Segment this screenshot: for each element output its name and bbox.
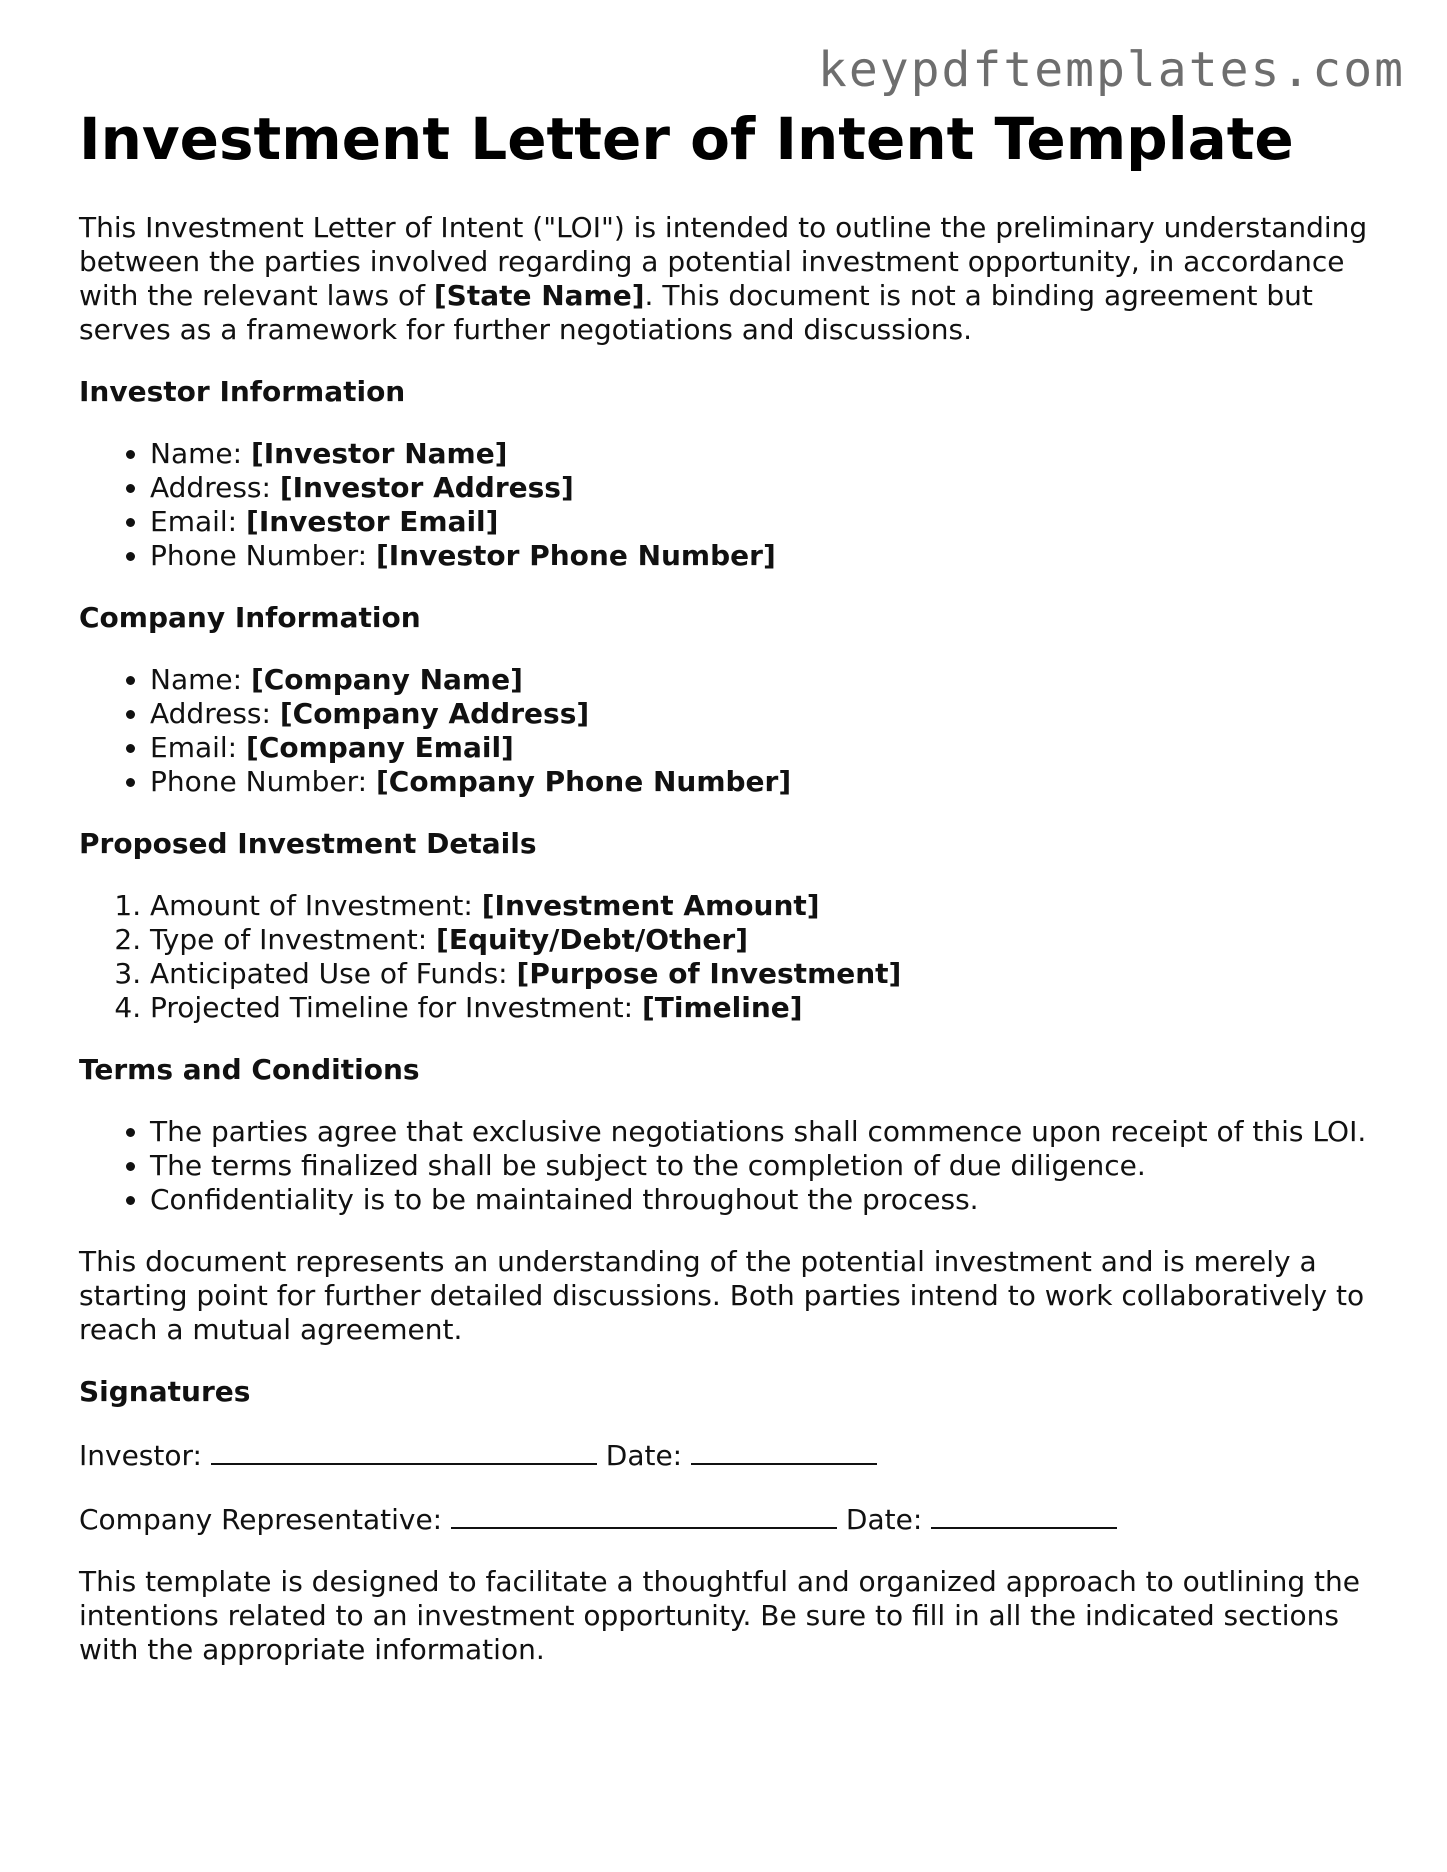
company-information-list — [79, 663, 1379, 799]
terms-list — [79, 1115, 1379, 1217]
investment-details-list — [79, 889, 1379, 1025]
field-label: Phone Number: — [150, 764, 376, 798]
understanding-paragraph: This document represents an understanding of the potential investment and is merely a starting point for further detailed discussions. Both parties intend to work collaboratively to reach a mutual agreement. — [79, 1244, 1365, 1346]
field-placeholder: [Investment Amount] — [481, 888, 820, 922]
field-placeholder: [Timeline] — [641, 990, 803, 1024]
field-placeholder: [Investor Email] — [246, 504, 499, 538]
field-placeholder: [Equity/Debt/Other] — [436, 922, 748, 956]
list-item: • Confidentiality is to be maintained throughout the process. — [150, 1183, 1379, 1217]
intro-text-start: This Investment Letter of Intent ("LOI") is intended to outline the preliminary understanding between the parties involved regarding a potential investment opportunity, in accordance with the relevant laws of — [79, 210, 1368, 312]
company-signature-label: Company Representative: — [79, 1502, 452, 1536]
investment-details-heading: Proposed Investment Details — [79, 826, 537, 860]
watermark: keypdftemplates.com — [817, 42, 1405, 98]
list-item — [150, 437, 1379, 471]
list-item: • The terms finalized shall be subject to the completion of due diligence. — [150, 1149, 1379, 1183]
field-placeholder: [Company Phone Number] — [375, 764, 792, 798]
investor-date-label: Date: — [596, 1438, 692, 1472]
field-label: Amount of Investment: — [150, 888, 482, 922]
field-label: Email: — [150, 504, 247, 538]
field-label: Type of Investment: — [150, 922, 437, 956]
list-item — [150, 957, 1379, 991]
document-title: Investment Letter of Intent Template — [79, 105, 1294, 173]
field-label: Name: — [150, 662, 251, 696]
field-label: Phone Number: — [150, 538, 376, 572]
list-item — [150, 539, 1379, 573]
intro-paragraph — [79, 211, 1379, 347]
company-information-heading: Company Information — [79, 600, 421, 634]
field-placeholder: [Company Address] — [279, 696, 590, 730]
field-label: Anticipated Use of Funds: — [150, 956, 517, 990]
list-item — [150, 889, 1379, 923]
document-body — [79, 106, 1379, 1667]
list-item — [150, 663, 1379, 697]
company-signature-line — [79, 1501, 1379, 1537]
closing-paragraph: This template is designed to facilitate a thoughtful and organized approach to outlining the intentions related to an investment opportunity. Be sure to fill in all the indicated sections with the appropriate information. — [79, 1564, 1360, 1666]
field-label: Address: — [150, 470, 280, 504]
company-date-blank[interactable] — [931, 1501, 1117, 1529]
field-placeholder: [Investor Phone Number] — [375, 538, 776, 572]
terms-heading: Terms and Conditions — [79, 1052, 420, 1086]
field-label: Name: — [150, 436, 251, 470]
field-label: Address: — [150, 696, 280, 730]
state-name-placeholder: [State Name] — [433, 278, 645, 312]
field-placeholder: [Investor Address] — [279, 470, 574, 504]
field-placeholder: [Company Email] — [246, 730, 514, 764]
field-label: Projected Timeline for Investment: — [150, 990, 642, 1024]
signatures-heading: Signatures — [79, 1374, 251, 1408]
list-item — [150, 923, 1379, 957]
field-placeholder: [Company Name] — [250, 662, 523, 696]
investor-signature-label: Investor: — [79, 1438, 211, 1472]
list-item — [150, 471, 1379, 505]
company-signature-blank[interactable] — [451, 1501, 837, 1529]
investor-signature-line — [79, 1437, 1379, 1473]
investor-information-list — [79, 437, 1379, 573]
list-item — [150, 991, 1379, 1025]
list-item — [150, 765, 1379, 799]
field-placeholder: [Investor Name] — [250, 436, 508, 470]
intro-text-end: . This document is not a binding agreement but serves as a framework for further negotiations and discussions. — [79, 278, 1313, 346]
field-label: Email: — [150, 730, 247, 764]
list-item — [150, 505, 1379, 539]
list-item: • The parties agree that exclusive negotiations shall commence upon receipt of this LOI. — [150, 1115, 1379, 1149]
list-item — [150, 697, 1379, 731]
company-date-label: Date: — [837, 1502, 932, 1536]
investor-information-heading: Investor Information — [79, 374, 406, 408]
investor-signature-blank[interactable] — [211, 1437, 597, 1465]
field-placeholder: [Purpose of Investment] — [516, 956, 902, 990]
investor-date-blank[interactable] — [691, 1437, 877, 1465]
list-item — [150, 731, 1379, 765]
